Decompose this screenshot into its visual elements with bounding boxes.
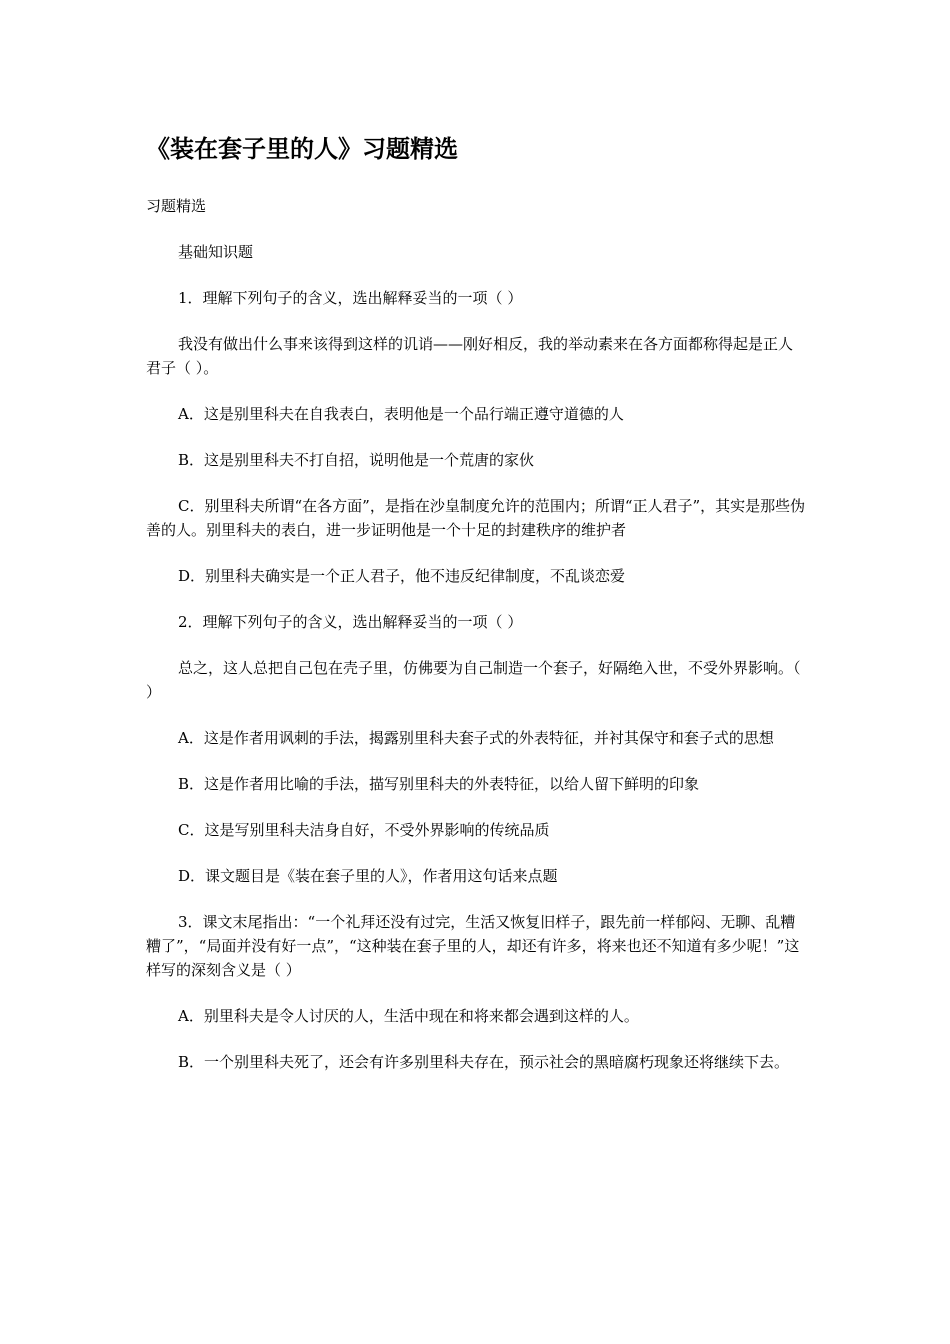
question-1-option-a: A．这是别里科夫在自我表白，表明他是一个品行端正遵守道德的人 [178,405,624,423]
question-1-option-d: D．别里科夫确实是一个正人君子，他不违反纪律制度，不乱谈恋爱 [178,567,626,585]
question-1-quote: 我没有做出什么事来该得到这样的讥诮——刚好相反，我的举动素来在各方面都称得起是正人君子（ ）。 [146,335,794,377]
question-2-option-d: D．课文题目是《装在套子里的人》，作者用这句话来点题 [178,867,558,885]
section-heading: 习题精选 [146,197,207,215]
question-3: 3．课文末尾指出：“一个礼拜还没有过完，生活又恢复旧样子，跟先前一样郁闷、无聊、乱糟糟了”，“局面并没有好一点”，“这种装在套子里的人，却还有许多，将来也还不知道有多少呢！”这样写的深刻含义是（ ） [146,913,800,979]
question-1-option-c: C．别里科夫所谓“在各方面”，是指在沙皇制度允许的范围内；所谓“正人君子”，其实是那些伪善的人。别里科夫的表白，进一步证明他是一个十足的封建秩序的维护者 [146,497,806,539]
question-2-option-c: C．这是写别里科夫洁身自好，不受外界影响的传统品质 [178,821,550,839]
question-1-option-b: B．这是别里科夫不打自招，说明他是一个荒唐的家伙 [178,451,535,469]
question-2: 2．理解下列句子的含义，选出解释妥当的一项（ ） [178,613,523,631]
question-2-quote: 总之，这人总把自己包在壳子里，仿佛要为自己制造一个套子，好隔绝入世，不受外界影响。（ ） [146,659,801,701]
question-2-option-a: A．这是作者用讽刺的手法，揭露别里科夫套子式的外表特征，并衬其保守和套子式的思想 [178,729,774,747]
question-1: 1．理解下列句子的含义，选出解释妥当的一项（ ） [178,289,523,307]
question-3-option-b: B．一个别里科夫死了，还会有许多别里科夫存在，预示社会的黑暗腐朽现象还将继续下去。 [178,1053,790,1071]
question-3-option-a: A．别里科夫是令人讨厌的人，生活中现在和将来都会遇到这样的人。 [178,1007,639,1025]
question-2-option-b: B．这是作者用比喻的手法，描写别里科夫的外表特征，以给人留下鲜明的印象 [178,775,700,793]
subsection-heading: 基础知识题 [178,243,254,261]
document-title: 《装在套子里的人》习题精选 [146,135,458,163]
document-body [146,194,806,1074]
